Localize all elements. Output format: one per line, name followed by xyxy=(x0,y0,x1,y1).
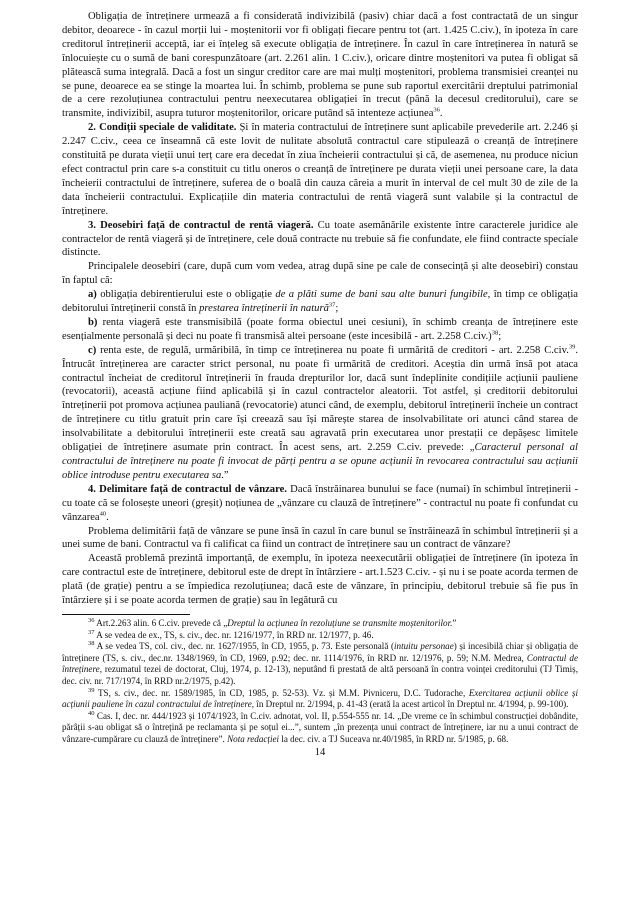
footnote-reference: 39 xyxy=(88,686,95,694)
text-run: A se vedea TS, col. civ., dec. nr. 1627/1955, în CD, 1955, p. 73. Este personală ( xyxy=(94,641,395,652)
text-run: prestarea întreținerii în natură xyxy=(199,303,329,315)
page-number: 14 xyxy=(314,746,326,758)
paragraph xyxy=(62,483,578,525)
section-heading: 4. Delimitare față de contractul de vânzare. xyxy=(88,483,287,495)
paragraph xyxy=(62,552,578,608)
text-run: Cas. I, dec. nr. 444/1923 și 1074/1923, în C.civ. adnotat, vol. II, p.554-555 nr. 14. „De vreme ce în schimbul construcției dobândite, părâții s-au obligat să o întrețină pe reclamanta și pe soțul ei...”, suntem „în prezența unui contract de întreținere, iar nu a unui contract de vânzare-cumpărare cu clauză de întreținere”. xyxy=(62,710,578,744)
text-run: ) și incesibilă chiar și obligația de întreținere (TS, s. civ., dec.nr. 1348/1969, în CD, 1969, p.92; dec. nr. 1114/1976, în RRD nr. 12/1976, p. 59; N.M. Medrea, xyxy=(62,641,579,663)
footnotes xyxy=(62,618,578,746)
text-run: .” xyxy=(221,469,229,481)
paragraph xyxy=(62,260,578,288)
text-run: . xyxy=(106,511,109,523)
document-page xyxy=(62,10,578,758)
footnote xyxy=(62,641,578,687)
text-run: ; xyxy=(498,330,502,342)
text-run: obligația debirentierului este o obligație xyxy=(96,289,276,301)
section-heading: a) xyxy=(88,289,97,301)
text-run: TS, s. civ., dec. nr. 1589/1985, în CD, 1985, p. 52-53). Vz. și M.M. Pivniceru, D.C. Tudorache, xyxy=(94,687,469,698)
text-run: Art.2.263 alin. 6 C.civ. prevede că „ xyxy=(94,617,228,628)
paragraph xyxy=(62,344,578,483)
footnote xyxy=(62,618,578,630)
footnote-reference: 38 xyxy=(88,640,95,648)
text-run: rezumatul tezei de doctorat, Cluj, 1974, p. 12-13), neputând fi prestată de altă persoană în contra voinței creditorului (TJ Timiș, dec. civ. nr. 717/1974, în RRD nr.2/1975, p.42). xyxy=(62,664,578,686)
footnote xyxy=(62,630,578,642)
text-run: Și în materia contractului de întreținere sunt aplicabile prevederile art. 2.246 și 2.247 C.civ., ceea ce înseamnă că este lovit de nulitate absolută contractul care stipulează o creanță de întreținere constituită pe durata vieții unui terț care era decedat în ziua încheierii contractului și că, de asemenea, nu produce niciun efect contractul prin care s-a constituit cu titlu oneros o creanță de întreținere pe durata vieții unei persoane care, la data încheierii contractului de întreținere, suferea de o boală din cauza căreia a murit în interval de cel mult 30 de zile de la data încheierii contractului. Explicațiile din materia contractului de rentă viageră sunt valabile și la contractul de întreținere. xyxy=(62,122,578,217)
section-heading: 3. Deosebiri față de contractul de rentă viageră. xyxy=(88,219,314,231)
text-run: intuitu personae xyxy=(394,641,454,652)
paragraph xyxy=(62,288,578,316)
paragraph xyxy=(62,219,578,261)
text-run: A se vedea de ex., TS, s. civ., dec. nr. 1216/1977, în RRD nr. 12/1977, p. 46. xyxy=(94,629,374,640)
footnote xyxy=(62,711,578,746)
text-run: Contractul de întreținere, xyxy=(62,652,579,675)
main-text xyxy=(62,10,578,608)
text-run: renta este, de regulă, urmăribilă, în timp ce întreținerea nu poate fi urmărită de creditori - art. 2.258 C.civ. xyxy=(96,344,569,356)
text-run: Această problemă prezintă importanță, de exemplu, în ipoteza neexecutării obligației de întreținere (în ipoteza în care contractul este de întreținere, debitorul este de drept în întârziere - art.1.523 C.civ. - și nu i se poate acorda termen de plată (de grație) pentru a se împiedica rezoluțiunea; dacă este de vânzare, în principiu, debitorul trebuie să fie pus în întârziere și i se poate acorda termen de grație) sau în legătură cu xyxy=(62,553,578,607)
text-run: Obligația de întreținere urmează a fi considerată indivizibilă (pasiv) chiar dacă a fost contractată de un singur debitor, deoarece - în cazul morții lui - moștenitorii vor fi obligați fiecare pentru tot (art. 1.425 C.civ.), în ipoteza în care creditorul întreținerii acceptă, iar ei înțeleg să execute obligația de întreținere. În cazul în care întreținerea în natură se înlocuiește cu o sumă de bani corespunzătoare (art. 2.261 alin. 1 C.civ.), oricare dintre moștenitori va putea fi obligat să plătească suma integrală. Dacă a fost un singur creditor care are mai mulți moștenitori, problema transmisiei creanței nu se pune, deoarece ea se stinge la moartea lui. În schimb, problema se pune sub raportul exercitării dreptului patrimonial de a cere rezoluțiunea contractului pentru neexecutarea obligației în trecut (până la decesul creditorului), care se transmite, indivizibil, asupra tuturor moștenitorilor, oricare putând să intenteze acțiunea xyxy=(62,11,578,120)
footnote-reference: 37 xyxy=(88,628,95,636)
text-run: ; xyxy=(335,303,339,315)
footnote-reference: 36 xyxy=(88,616,95,624)
text-run: Dacă înstrăinarea bunului se face (numai) în schimbul întreținerii - cu toate că se folosește uneori (greșit) noțiunea de „vânzare cu clauză de întreținere” - contractul nu poate fi confundat cu vânzarea xyxy=(62,483,579,523)
text-run: Nota redacției xyxy=(227,733,280,744)
paragraph xyxy=(62,316,578,344)
footnote-reference: 38 xyxy=(491,329,499,337)
paragraph xyxy=(62,525,578,553)
text-run: renta viageră este transmisibilă (poate forma obiectul unei cesiuni), în schimb creanța de întreținere este esențialmente personală și deci nu poate fi transmisă altei persoane (este incesibilă - art. 2.258 C.civ.) xyxy=(62,316,578,342)
text-run: . Întrucât întreținerea are caracter strict personal, nu poate fi urmărită de creditori. Aceștia din urmă însă pot ataca contractul încheiat de creditorul întreținerii în frauda drepturilor lor, dacă sunt îndeplinite condițiile acțiunii pauliene (revocatorii), această acțiune fiind aplicabilă și în cazul contractelor aleatorii. Tot astfel, și creditorii debitorului întreținerii pot promova acțiunea pauliană (revocatorie) atunci când, de exemplu, debitorul întreținerii încheie un contract de întreținere cu titlu gratuit prin care își creează sau își mărește starea de insolvabilitate ori atunci când starea de insolvabilitate a debitorului întreținerii este creată sau agravată prin executarea unor prestații ce depășesc limitele obligației de întreținere asumate prin contract. În acest sens, art. 2.259 C.civ. prevede: „ xyxy=(62,344,578,454)
paragraph xyxy=(62,10,578,121)
footnote xyxy=(62,688,578,711)
footnote-reference: 40 xyxy=(88,709,95,717)
footnote-separator xyxy=(62,614,190,615)
footnote-reference: 36 xyxy=(433,106,440,114)
footnote-reference: 40 xyxy=(99,510,107,518)
text-run: Dreptul la acțiunea în rezoluțiune se transmite moștenitorilor. xyxy=(227,617,453,628)
text-run: Problema delimitării față de vânzare se pune însă în cazul în care bunul se înstrăinează în schimbul întreținerii și a unei sume de bani. Contractul va fi calificat ca fiind un contract de întreținere sau un contract de vânzare? xyxy=(62,525,578,551)
section-heading: c) xyxy=(88,344,97,356)
section-heading: 2. Condiții speciale de validitate. xyxy=(88,122,237,134)
text-run: Exercitarea acțiunii oblice și acțiunii pauliene în cazul contractului de întreținere, xyxy=(62,687,579,710)
paragraph xyxy=(62,121,578,218)
text-run: Caracterul personal al contractului de întreținere nu poate fi invocat de părți pentru a se opune acțiunii în revocarea contractului sau acțiunii oblice introduse pentru executarea sa xyxy=(62,442,578,481)
text-run: la dec. civ. a TJ Suceava nr.40/1985, în RRD nr. 5/1985, p. 68. xyxy=(279,733,509,744)
text-run: Cu toate asemănările existente între caracterele juridice ale contractelor de rentă viageră și de întreținere, cele două contracte nu trebuie să fie confundate, ele fiind contracte speciale distincte. xyxy=(62,219,578,259)
text-run: . xyxy=(439,108,443,120)
text-run: Principalele deosebiri (care, după cum vom vedea, atrag după sine pe cale de consecință și alte deosebiri) constau în faptul că: xyxy=(62,261,578,287)
footnote-reference: 39 xyxy=(568,343,576,351)
text-run: în Dreptul nr. 2/1994, p. 41-43 (erată la acest articol în Dreptul nr. 4/1994, p. 99-100). xyxy=(254,699,569,710)
section-heading: b) xyxy=(88,316,98,328)
footnote-reference: 37 xyxy=(328,301,336,309)
text-run: , în timp ce obligația debitorului întreținerii constă în xyxy=(62,289,578,315)
text-run: de a plăti sume de bani sau alte bunuri fungibile xyxy=(275,289,488,301)
text-run: ” xyxy=(452,617,457,628)
